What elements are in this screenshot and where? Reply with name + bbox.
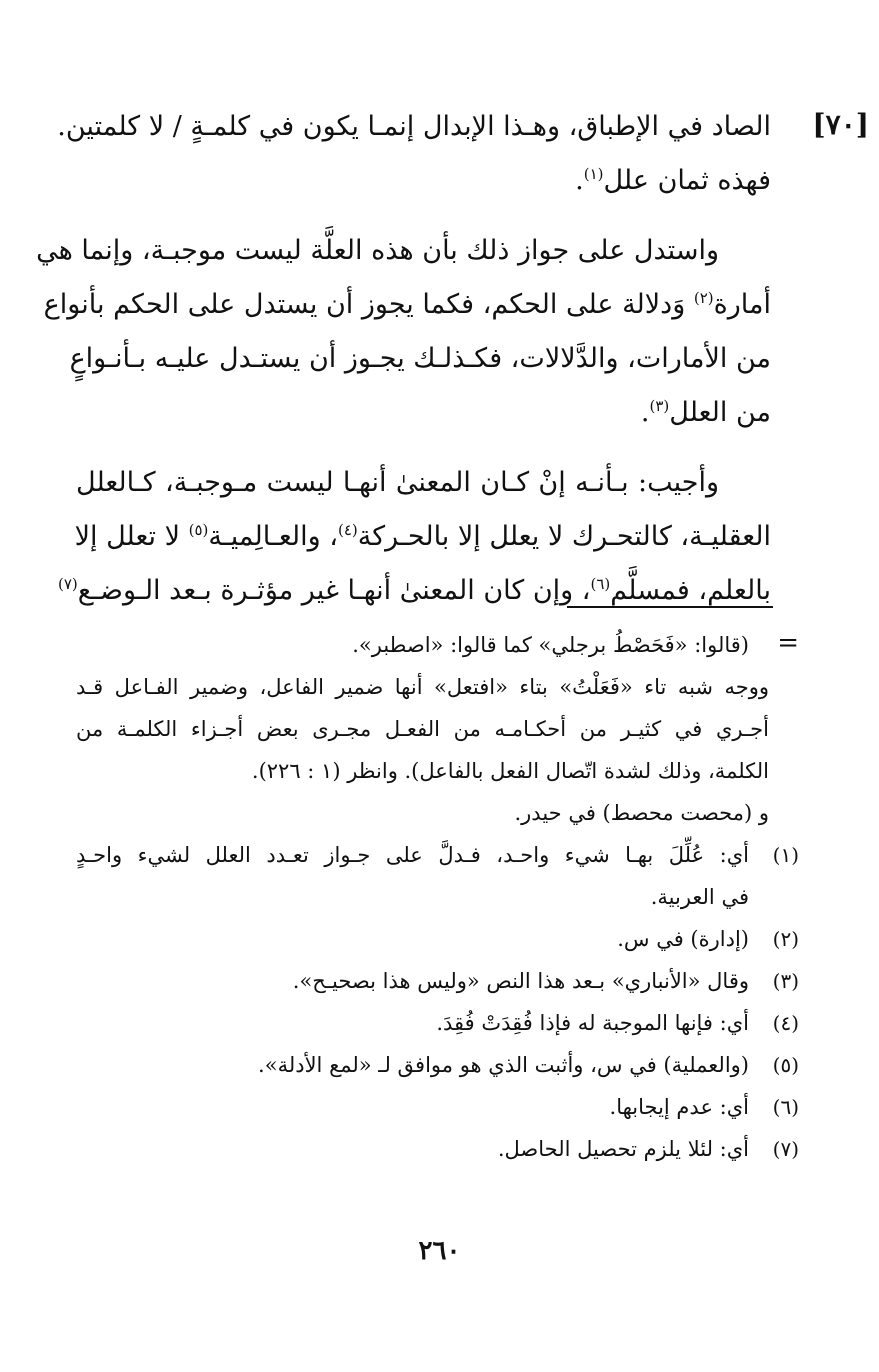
main-line: الصاد في الإطباق، وهـذا الإبدال إنمـا يكون في كلمـةٍ / لا كلمتين.	[57, 111, 771, 142]
footnote-ref: (٧)	[57, 575, 78, 593]
margin-page-marker: [٧٠]	[812, 108, 869, 141]
footnote-line: (والعملية) في س، وأثبت الذي هو موافق لـ «لمع الأدلة».	[258, 1053, 749, 1077]
footnote-line: أي: عدم إيجابها.	[609, 1095, 749, 1119]
footnote	[76, 1044, 799, 1086]
footnote-line: (قالوا: «فَحَصْطُ برجلي» كما قالوا: «اصطبر».	[352, 633, 749, 657]
footnote-separator	[567, 606, 773, 608]
footnote-ref: (١)	[583, 165, 604, 183]
footnote-ref: (٥)	[188, 521, 209, 539]
main-line: بالعلم، فمسلَّم$^{(٦)}$، وإن كان المعنىٰ أنهـا غير مؤثـرة بـعد الـوضـع$^{(٧)}$	[57, 575, 771, 606]
footnote-line: وقال «الأنباري» بـعد هذا النص «وليس هذا بصحيـح».	[292, 969, 749, 993]
main-text	[36, 100, 771, 618]
footnotes	[76, 624, 799, 1170]
main-line: وأجيب: بـأنـه إنْ كـان المعنىٰ أنهـا ليست مـوجبـة، كـالعلل	[76, 467, 719, 498]
footnote-line: (إدارة) في س.	[617, 927, 749, 951]
footnote-line: ووجه شبه تاء «فَعَلْتُ» بتاء «افتعل» أنها ضمير الفاعل، وضمير الفـاعل قـد	[76, 675, 769, 699]
footnote-number: (٣)	[772, 969, 799, 993]
footnote	[76, 960, 799, 1002]
footnote	[76, 834, 799, 918]
footnote-line: في العربية.	[650, 885, 749, 909]
footnote-number: (٥)	[772, 1053, 799, 1077]
footnote-line: أي: عُلِّلَ بهـا شيء واحـد، فـدلَّ على جـواز تعـدد العلل لشيء واحـدٍ	[76, 843, 749, 867]
main-line: واستدل على جواز ذلك بأن هذه العلَّة ليست موجبـة، وإنما هي	[36, 235, 719, 266]
footnote-number: (٧)	[772, 1137, 799, 1161]
main-line: أمارة$^{(٢)}$ وَدلالة على الحكم، فكما يجوز أن يستدل على الحكم بأنواع	[43, 289, 771, 320]
continuation-mark: =	[777, 628, 799, 658]
footnote-line: أجـري في كثيـر من أحكـامـه من الفعـل مجـرى بعض أجـزاء الكلمـة من	[76, 717, 769, 741]
footnote-line: الكلمة، وذلك لشدة اتّصال الفعل بالفاعل). وانظر (١ : ٢٢٦).	[251, 759, 769, 783]
footnote-ref: (٦)	[590, 575, 611, 593]
footnote	[76, 1002, 799, 1044]
footnote-line: أي: لئلا يلزم تحصيل الحاصل.	[497, 1137, 749, 1161]
footnote	[76, 918, 799, 960]
footnote-number: (٦)	[772, 1095, 799, 1119]
footnote-ref: (٤)	[338, 521, 358, 539]
footnote-line: أي: فإنها الموجبة له فإذا فُقِدَتْ فُقِدَ.	[436, 1011, 749, 1035]
page-number: ٢٦٠	[418, 1236, 461, 1266]
main-line: فهذه ثمان علل$^{(١)}$.	[575, 165, 771, 196]
footnote-number: (٢)	[772, 927, 799, 951]
footnote-ref: (٣)	[649, 397, 670, 415]
footnote-number: (٤)	[772, 1011, 799, 1035]
footnote-continuation	[76, 624, 769, 834]
main-line: من الأمارات، والدَّلالات، فكـذلـك يجـوز أن يستـدل عليـه بـأنـواعٍ	[69, 343, 771, 374]
footnote-number: (١)	[772, 843, 799, 867]
footnote	[76, 1128, 799, 1170]
main-line: العقليـة، كالتحـرك لا يعلل إلا بالحـركة$^{(٤)}$، والعـالِميـة$^{(٥)}$ لا تعلل إلا	[74, 521, 771, 552]
footnote-line: و (محصت محصط) في حيدر.	[514, 801, 769, 825]
main-line: من العلل$^{(٣)}$.	[640, 397, 771, 428]
footnote	[76, 1086, 799, 1128]
footnote-ref: (٢)	[693, 289, 714, 307]
